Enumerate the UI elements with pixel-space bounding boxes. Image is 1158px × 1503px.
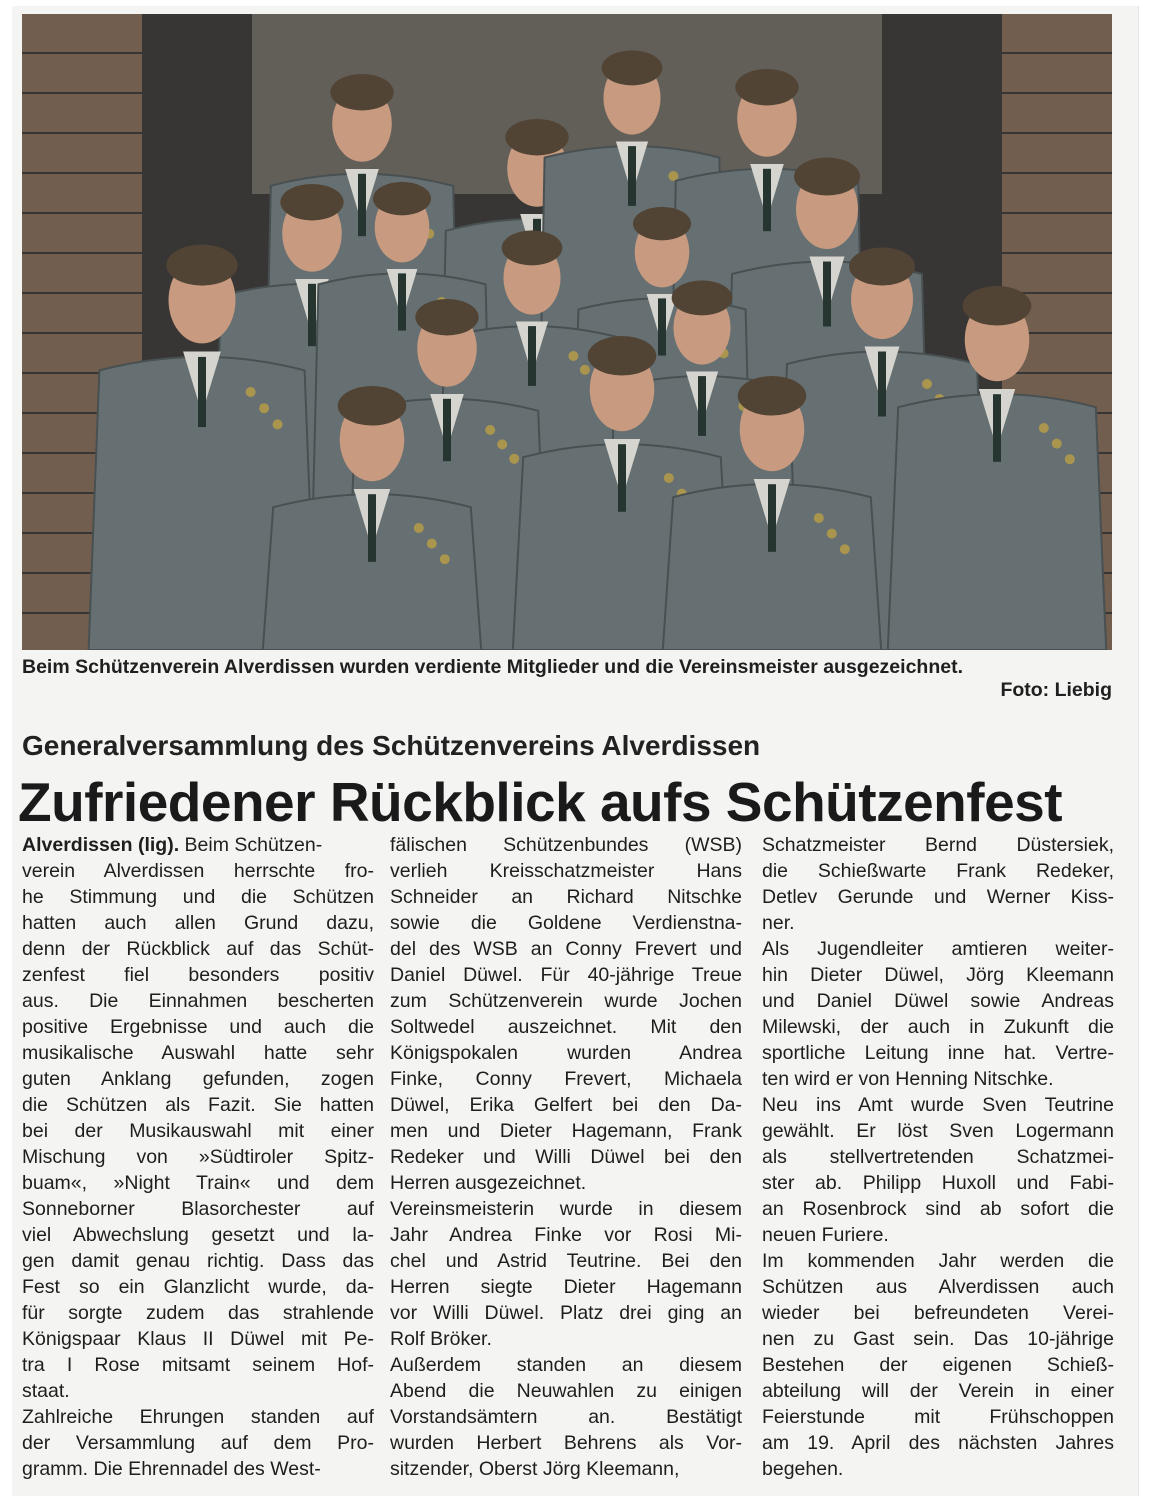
text-line: gramm. Die Ehrennadel des West- — [22, 1458, 321, 1480]
text-line: fälischen Schützenbundes (WSB) — [390, 834, 742, 856]
text-line: neuen Furiere. — [762, 1224, 889, 1246]
text-line: Mischung von »Südtiroler Spitz- — [22, 1146, 374, 1168]
text-line: sowie die Goldene Verdienstna- — [390, 912, 742, 934]
text-line: die Schützen als Fazit. Sie hatten — [22, 1094, 374, 1116]
text-line: Als Jugendleiter amtieren weiter- — [762, 938, 1114, 960]
text-line: hatten auch allen Grund dazu, — [22, 912, 374, 934]
text-line-content: Beim Schützen- — [184, 834, 323, 856]
text-line: bei der Musikauswahl mit einer — [22, 1120, 374, 1142]
text-line: für sorgte zudem das strahlende — [22, 1302, 374, 1324]
text-line: Fest so ein Glanzlicht wurde, da- — [22, 1276, 374, 1298]
text-line: viel Abwechslung gesetzt und la- — [22, 1224, 374, 1246]
text-line: hin Dieter Düwel, Jörg Kleemann — [762, 964, 1114, 986]
text-line: als stellvertretenden Schatzmei- — [762, 1146, 1114, 1168]
text-line: Schatzmeister Bernd Düstersiek, — [762, 834, 1114, 856]
text-line: nen zu Gast sein. Das 10-jährige — [762, 1328, 1114, 1350]
text-line: Abend die Neuwahlen zu einigen — [390, 1380, 742, 1402]
article-column-1 — [22, 832, 374, 1482]
article-column-3 — [762, 832, 1114, 1482]
text-line: buam«, »Night Train« und dem — [22, 1172, 374, 1194]
text-line: Redeker und Willi Düwel bei den — [390, 1146, 742, 1168]
text-line: wurden Herbert Behrens als Vor- — [390, 1432, 742, 1454]
text-line: Königspaar Klaus II Düwel mit Pe- — [22, 1328, 374, 1350]
text-line: ner. — [762, 912, 795, 934]
text-line: Soltwedel auszeichnet. Mit den — [390, 1016, 742, 1038]
text-line: gewählt. Er löst Sven Logermann — [762, 1120, 1114, 1142]
text-line: Jahr Andrea Finke vor Rosi Mi- — [390, 1224, 742, 1246]
text-line: Vorstandsämtern an. Bestätigt — [390, 1406, 742, 1428]
text-line: Außerdem standen an diesem — [390, 1354, 742, 1376]
text-line: Schneider an Richard Nitschke — [390, 886, 742, 908]
text-line: Feierstunde mit Frühschoppen — [762, 1406, 1114, 1428]
text-line: verein Alverdissen herrschte fro- — [22, 860, 374, 882]
text-line: an Rosenbrock sind ab sofort die — [762, 1198, 1114, 1220]
text-line: sitzender, Oberst Jörg Kleemann, — [390, 1458, 680, 1480]
text-line: am 19. April des nächsten Jahres — [762, 1432, 1114, 1454]
text-line: zenfest fiel besonders positiv — [22, 964, 374, 986]
text-line: Schützen aus Alverdissen auch — [762, 1276, 1114, 1298]
text-line: Herren siegte Dieter Hagemann — [390, 1276, 742, 1298]
text-line: Düwel, Erika Gelfert bei den Da- — [390, 1094, 742, 1116]
text-line: positive Ergebnisse und auch die — [22, 1016, 374, 1038]
text-line: men und Dieter Hagemann, Frank — [390, 1120, 742, 1142]
text-line: abteilung will der Verein in einer — [762, 1380, 1114, 1402]
text-line: ster ab. Philipp Huxoll und Fabi- — [762, 1172, 1114, 1194]
text-line: begehen. — [762, 1458, 844, 1480]
caption-text: Beim Schützenverein Alverdissen wurden verdiente Mitglieder und die Vereinsmeister ausgezeichnet. — [22, 656, 963, 678]
text-line: musikalische Auswahl hatte sehr — [22, 1042, 374, 1064]
text-line: verlieh Kreisschatzmeister Hans — [390, 860, 742, 882]
text-line: Milewski, der auch in Zukunft die — [762, 1016, 1114, 1038]
article-headline: Zufriedener Rückblick aufs Schützenfest — [18, 771, 1063, 833]
text-line: Im kommenden Jahr werden die — [762, 1250, 1114, 1272]
text-line: denn der Rückblick auf das Schüt- — [22, 938, 374, 960]
text-line: vor Willi Düwel. Platz drei ging an — [390, 1302, 742, 1324]
text-line: guten Anklang gefunden, zogen — [22, 1068, 374, 1090]
text-line — [22, 832, 374, 858]
text-line: tra I Rose mitsamt seinem Hof- — [22, 1354, 374, 1376]
dateline: Alverdissen (lig). — [22, 834, 185, 856]
text-line: Detlev Gerunde und Werner Kiss- — [762, 886, 1114, 908]
group-photo — [22, 14, 1112, 650]
text-line: Neu ins Amt wurde Sven Teutrine — [762, 1094, 1114, 1116]
article-body — [22, 832, 1112, 1482]
group-photo-illustration — [22, 14, 1112, 650]
text-line: Sonneborner Blasorchester auf — [22, 1198, 374, 1220]
text-line: staat. — [22, 1380, 70, 1402]
article-column-2 — [390, 832, 742, 1482]
text-line: Königspokalen wurden Andrea — [390, 1042, 742, 1064]
text-line: Vereinsmeisterin wurde in diesem — [390, 1198, 742, 1220]
text-line: die Schießwarte Frank Redeker, — [762, 860, 1114, 882]
text-line: Finke, Conny Frevert, Michaela — [390, 1068, 742, 1090]
photo-caption — [22, 656, 1112, 702]
text-line: he Stimmung und die Schützen — [22, 886, 374, 908]
text-line: sportliche Leitung inne hat. Vertre- — [762, 1042, 1114, 1064]
article-kicker: Generalversammlung des Schützenvereins Alverdissen — [22, 730, 761, 761]
text-line: Zahlreiche Ehrungen standen auf — [22, 1406, 374, 1428]
text-line: Daniel Düwel. Für 40-jährige Treue — [390, 964, 742, 986]
text-line: chel und Astrid Teutrine. Bei den — [390, 1250, 742, 1272]
photo-credit: Foto: Liebig — [1000, 679, 1112, 701]
text-line: ten wird er von Henning Nitschke. — [762, 1068, 1054, 1090]
text-line: gen damit genau richtig. Dass das — [22, 1250, 374, 1272]
text-line: aus. Die Einnahmen bescherten — [22, 990, 374, 1012]
text-line: der Versammlung auf dem Pro- — [22, 1432, 374, 1454]
text-line: Bestehen der eigenen Schieß- — [762, 1354, 1114, 1376]
photo-shade — [22, 14, 1112, 650]
text-line: wieder bei befreundeten Verei- — [762, 1302, 1114, 1324]
text-line: Rolf Bröker. — [390, 1328, 492, 1350]
text-line: del des WSB an Conny Frevert und — [390, 938, 742, 960]
text-line: zum Schützenverein wurde Jochen — [390, 990, 742, 1012]
text-line: und Daniel Düwel sowie Andreas — [762, 990, 1114, 1012]
text-line: Herren ausgezeichnet. — [390, 1172, 587, 1194]
